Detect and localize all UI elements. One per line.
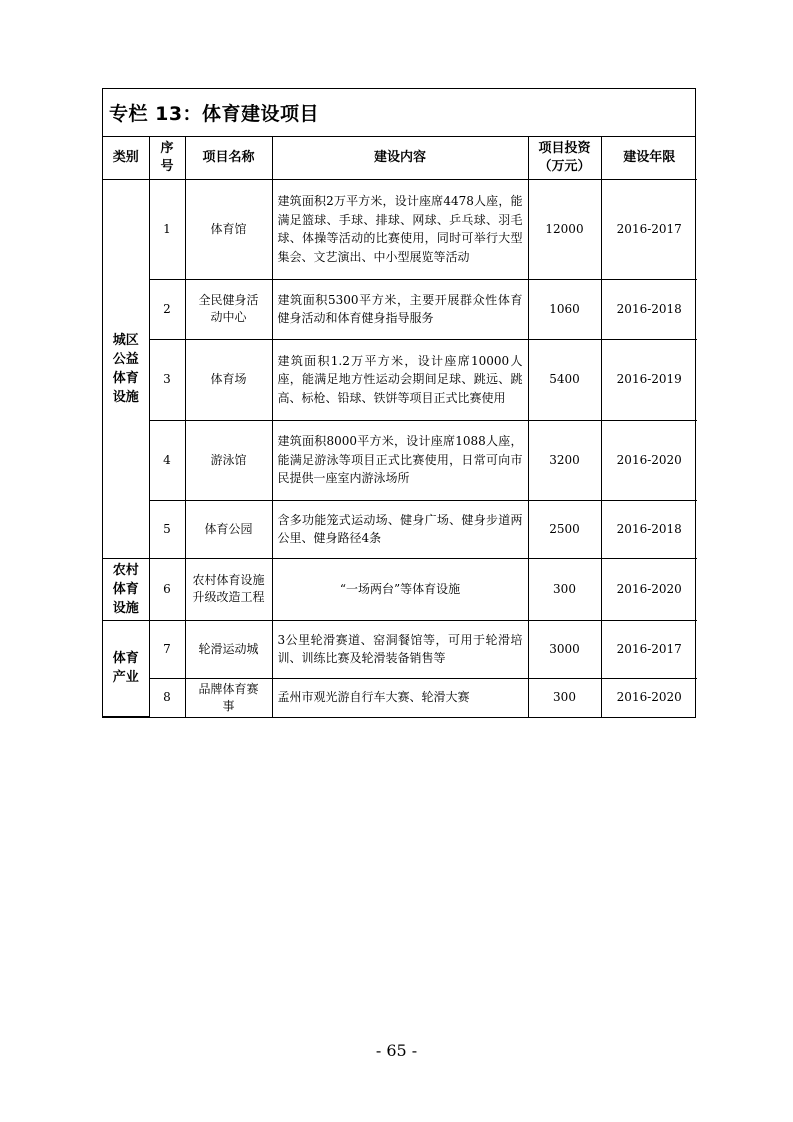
content-cell: “一场两台”等体育设施 bbox=[272, 558, 528, 620]
content-cell: 建筑面积8000平方米，设计座席1088人座，能满足游泳等项目正式比赛使用，日常可向市民提供一座室内游泳场所 bbox=[272, 420, 528, 500]
period-cell: 2016-2020 bbox=[601, 420, 697, 500]
header-seq: 序号 bbox=[149, 137, 185, 179]
panel-title: 专栏 13：体育建设项目 bbox=[103, 89, 695, 137]
category-cell: 体育产业 bbox=[103, 620, 149, 717]
project-table bbox=[103, 137, 697, 717]
period-cell: 2016-2017 bbox=[601, 620, 697, 678]
seq-cell: 1 bbox=[149, 179, 185, 279]
table-row bbox=[103, 678, 697, 717]
name-cell: 全民健身活动中心 bbox=[185, 279, 272, 339]
investment-cell: 3200 bbox=[528, 420, 601, 500]
seq-cell: 2 bbox=[149, 279, 185, 339]
investment-cell: 3000 bbox=[528, 620, 601, 678]
header-content: 建设内容 bbox=[272, 137, 528, 179]
table-row bbox=[103, 420, 697, 500]
header-row bbox=[103, 137, 697, 179]
investment-cell: 300 bbox=[528, 558, 601, 620]
investment-cell: 1060 bbox=[528, 279, 601, 339]
content-cell: 孟州市观光游自行车大赛、轮滑大赛 bbox=[272, 678, 528, 717]
content-cell: 含多功能笼式运动场、健身广场、健身步道两公里、健身路径4条 bbox=[272, 500, 528, 558]
header-investment: 项目投资（万元） bbox=[528, 137, 601, 179]
name-cell: 农村体育设施升级改造工程 bbox=[185, 558, 272, 620]
table-row bbox=[103, 179, 697, 279]
category-cell: 城区公益体育设施 bbox=[103, 179, 149, 558]
seq-cell: 7 bbox=[149, 620, 185, 678]
header-name: 项目名称 bbox=[185, 137, 272, 179]
name-cell: 品牌体育赛事 bbox=[185, 678, 272, 717]
period-cell: 2016-2017 bbox=[601, 179, 697, 279]
table-row bbox=[103, 339, 697, 420]
investment-cell: 2500 bbox=[528, 500, 601, 558]
seq-cell: 6 bbox=[149, 558, 185, 620]
seq-cell: 5 bbox=[149, 500, 185, 558]
period-cell: 2016-2020 bbox=[601, 678, 697, 717]
period-cell: 2016-2020 bbox=[601, 558, 697, 620]
content-cell: 建筑面积2万平方米，设计座席4478人座，能满足篮球、手球、排球、网球、乒乓球、羽毛球、体操等活动的比赛使用，同时可举行大型集会、文艺演出、中小型展览等活动 bbox=[272, 179, 528, 279]
content-cell: 建筑面积5300平方米，主要开展群众性体育健身活动和体育健身指导服务 bbox=[272, 279, 528, 339]
name-cell: 游泳馆 bbox=[185, 420, 272, 500]
content-cell: 3公里轮滑赛道、窑洞餐馆等，可用于轮滑培训、训练比赛及轮滑装备销售等 bbox=[272, 620, 528, 678]
table-row bbox=[103, 558, 697, 620]
seq-cell: 8 bbox=[149, 678, 185, 717]
investment-cell: 5400 bbox=[528, 339, 601, 420]
name-cell: 体育公园 bbox=[185, 500, 272, 558]
header-period: 建设年限 bbox=[601, 137, 697, 179]
name-cell: 体育馆 bbox=[185, 179, 272, 279]
investment-cell: 12000 bbox=[528, 179, 601, 279]
investment-cell: 300 bbox=[528, 678, 601, 717]
table-row bbox=[103, 279, 697, 339]
period-cell: 2016-2018 bbox=[601, 279, 697, 339]
header-category: 类别 bbox=[103, 137, 149, 179]
name-cell: 轮滑运动城 bbox=[185, 620, 272, 678]
seq-cell: 4 bbox=[149, 420, 185, 500]
period-cell: 2016-2019 bbox=[601, 339, 697, 420]
category-cell: 农村体育设施 bbox=[103, 558, 149, 620]
seq-cell: 3 bbox=[149, 339, 185, 420]
name-cell: 体育场 bbox=[185, 339, 272, 420]
table-row bbox=[103, 620, 697, 678]
page-number: - 65 - bbox=[375, 1041, 418, 1060]
period-cell: 2016-2018 bbox=[601, 500, 697, 558]
project-panel bbox=[102, 88, 696, 718]
table-row bbox=[103, 500, 697, 558]
content-cell: 建筑面积1.2万平方米，设计座席10000人座，能满足地方性运动会期间足球、跳远、跳高、标枪、铅球、铁饼等项目正式比赛使用 bbox=[272, 339, 528, 420]
